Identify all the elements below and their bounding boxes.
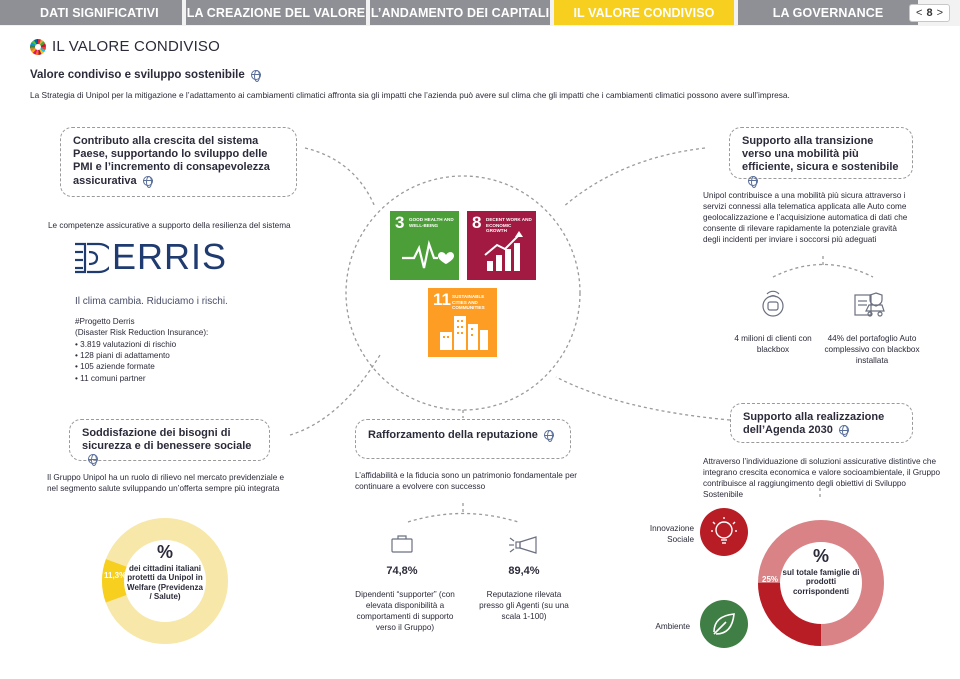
erris-tagline: Il clima cambia. Riduciamo i rischi. xyxy=(75,296,228,307)
list-item-text: 3.819 valutazioni di rischio xyxy=(80,339,177,349)
innovation-circle xyxy=(700,508,748,556)
megaphone-icon xyxy=(508,534,542,556)
agenda-donut-label: sul totale famiglie di prodotti corrispondenti xyxy=(782,567,860,596)
tab-label: LA CREAZIONE DEL VALORE xyxy=(186,5,366,20)
sdg-11-tile xyxy=(428,288,497,357)
leaf-icon xyxy=(700,600,748,648)
derris-project-list xyxy=(75,316,208,384)
agenda-donut-center xyxy=(781,546,861,596)
innovation-label: Innovazione Sociale xyxy=(649,524,694,545)
city-buildings-icon xyxy=(428,288,497,357)
mobility-text: Unipol contribuisce a una mobilità più sicura attraverso i servizi connessi alla telematica applicata alle Auto come geolocalizzazione e l’acquisizione automatica di dati che consente di rilevare rapidamente la potenziale gravità degli incidenti per inviare i soccorsi più adeguati xyxy=(703,191,908,245)
tab-label: L’ANDAMENTO DEI CAPITALI xyxy=(370,5,550,20)
section-title-text: Valore condiviso e sviluppo sostenibile xyxy=(30,69,245,81)
list-item: • 128 piani di adattamento xyxy=(75,350,170,360)
list-item: • 11 comuni partner xyxy=(75,373,146,383)
welfare-donut-center xyxy=(126,542,204,602)
sdg-number: 11 xyxy=(433,290,451,309)
welfare-text: Il Gruppo Unipol ha un ruolo di rilievo nel mercato previdenziale e nel segmento salute sviluppando un’offerta sempre più integrata xyxy=(47,473,285,494)
sdg-label: DECENT WORK AND ECONOMIC GROWTH xyxy=(486,217,532,233)
insured-car-icon xyxy=(852,291,888,321)
sdg-number: 3 xyxy=(395,213,405,232)
agenda-donut-value-label: 25% xyxy=(762,575,779,584)
next-page-button[interactable]: > xyxy=(936,7,943,19)
growth-box xyxy=(60,127,297,197)
welfare-donut-value-label: 11,3% xyxy=(104,571,127,580)
mobility-box-title: Supporto alla transizione verso una mobilità più efficiente, sicura e sostenibile xyxy=(742,135,899,174)
list-item: • 3.819 valutazioni di rischio xyxy=(75,339,177,349)
list-item-text: 128 piani di adattamento xyxy=(80,350,170,360)
globe-icon[interactable] xyxy=(143,176,153,186)
list-item-text: 105 aziende formate xyxy=(80,362,155,372)
donut-percent-symbol: % xyxy=(812,546,829,566)
sdg-number: 8 xyxy=(472,213,482,232)
blackbox-car-icon xyxy=(758,288,788,318)
blackbox-clients-stat: 4 milioni di clienti con blackbox xyxy=(734,334,812,355)
employee-supporter-label: Dipendenti “supporter” (con elevata disponibilità a comportamenti di supporto verso il Gruppo) xyxy=(355,590,455,633)
employee-supporter-value: 74,8% xyxy=(386,565,418,577)
welfare-donut-label: dei cittadini italiani protetti da Unipol in Welfare (Previdenza / Salute) xyxy=(127,563,203,602)
sdg-label: GOOD HEALTH AND WELL-BEING xyxy=(409,217,454,228)
list-item-text: 11 comuni partner xyxy=(80,373,146,383)
agenda-box-title: Supporto alla realizzazione dell’Agenda 2030 xyxy=(743,411,885,437)
prev-page-button[interactable]: < xyxy=(916,7,923,19)
list-item: • 105 aziende formate xyxy=(75,362,155,372)
project-title: #Progetto Derris xyxy=(75,317,135,326)
agent-reputation-value: 89,4% xyxy=(508,565,540,577)
lightbulb-icon xyxy=(700,508,748,556)
sdg-3-tile xyxy=(390,211,459,280)
agenda-text: Attraverso l’individuazione di soluzioni assicurative distintive che integrano crescita economica e valore socioambientale, il Gruppo contribuisce al raggiungimento degli obiettivi di Sviluppo Sostenibile xyxy=(703,457,941,500)
page-number: 8 xyxy=(926,7,933,19)
growth-box-title: Contributo alla crescita del sistema Paese, supportando lo sviluppo delle PMI e l’incremento di consapevolezza assicurativa xyxy=(73,135,270,187)
tab-label: IL VALORE CONDIVISO xyxy=(573,5,715,20)
mobility-box xyxy=(729,127,913,179)
globe-icon[interactable] xyxy=(748,176,758,186)
erris-brand: ERRIS xyxy=(112,236,228,277)
tab-label: LA GOVERNANCE xyxy=(772,5,884,20)
growth-chart-icon xyxy=(467,211,536,280)
globe-icon[interactable] xyxy=(839,425,849,435)
reputation-text: L’affidabilità e la fiducia sono un patrimonio fondamentale per continuare a evolvere con successo xyxy=(355,471,577,492)
welfare-box-title: Soddisfazione dei bisogni di sicurezza e di benessere sociale xyxy=(82,427,252,453)
erris-logo-icon xyxy=(73,240,109,276)
project-description: (Disaster Risk Reduction Insurance): xyxy=(75,328,209,338)
page-title: IL VALORE CONDIVISO xyxy=(52,38,221,55)
reputation-box-title: Rafforzamento della reputazione xyxy=(368,429,538,441)
agenda-box xyxy=(730,403,913,443)
agent-reputation-label: Reputazione rilevata presso gli Agenti (su una scala 1-100) xyxy=(479,590,569,622)
tab-label: DATI SIGNIFICATIVI xyxy=(40,5,159,20)
intro-text: La Strategia di Unipol per la mitigazione e l’adattamento ai cambiamenti climatici affronta sia gli impatti che l’azienda può avere sul clima che gli impatti che i cambiamenti climatici possono avere sull’impresa. xyxy=(30,90,790,100)
globe-icon[interactable] xyxy=(88,454,98,464)
briefcase-icon xyxy=(390,534,414,554)
globe-icon[interactable] xyxy=(544,430,554,440)
reputation-box xyxy=(355,419,571,459)
blackbox-portfolio-stat: 44% del portafoglio Auto complessivo con blackbox installata xyxy=(824,334,920,366)
welfare-box xyxy=(69,419,270,461)
growth-caption: Le competenze assicurative a supporto della resilienza del sistema xyxy=(48,221,291,230)
sdg-8-tile xyxy=(467,211,536,280)
sdg-label: SUSTAINABLE CITIES AND COMMUNITIES xyxy=(452,294,485,310)
environment-circle xyxy=(700,600,748,648)
heartbeat-icon xyxy=(390,211,459,280)
environment-label: Ambiente xyxy=(655,622,690,631)
donut-percent-symbol: % xyxy=(156,542,173,562)
